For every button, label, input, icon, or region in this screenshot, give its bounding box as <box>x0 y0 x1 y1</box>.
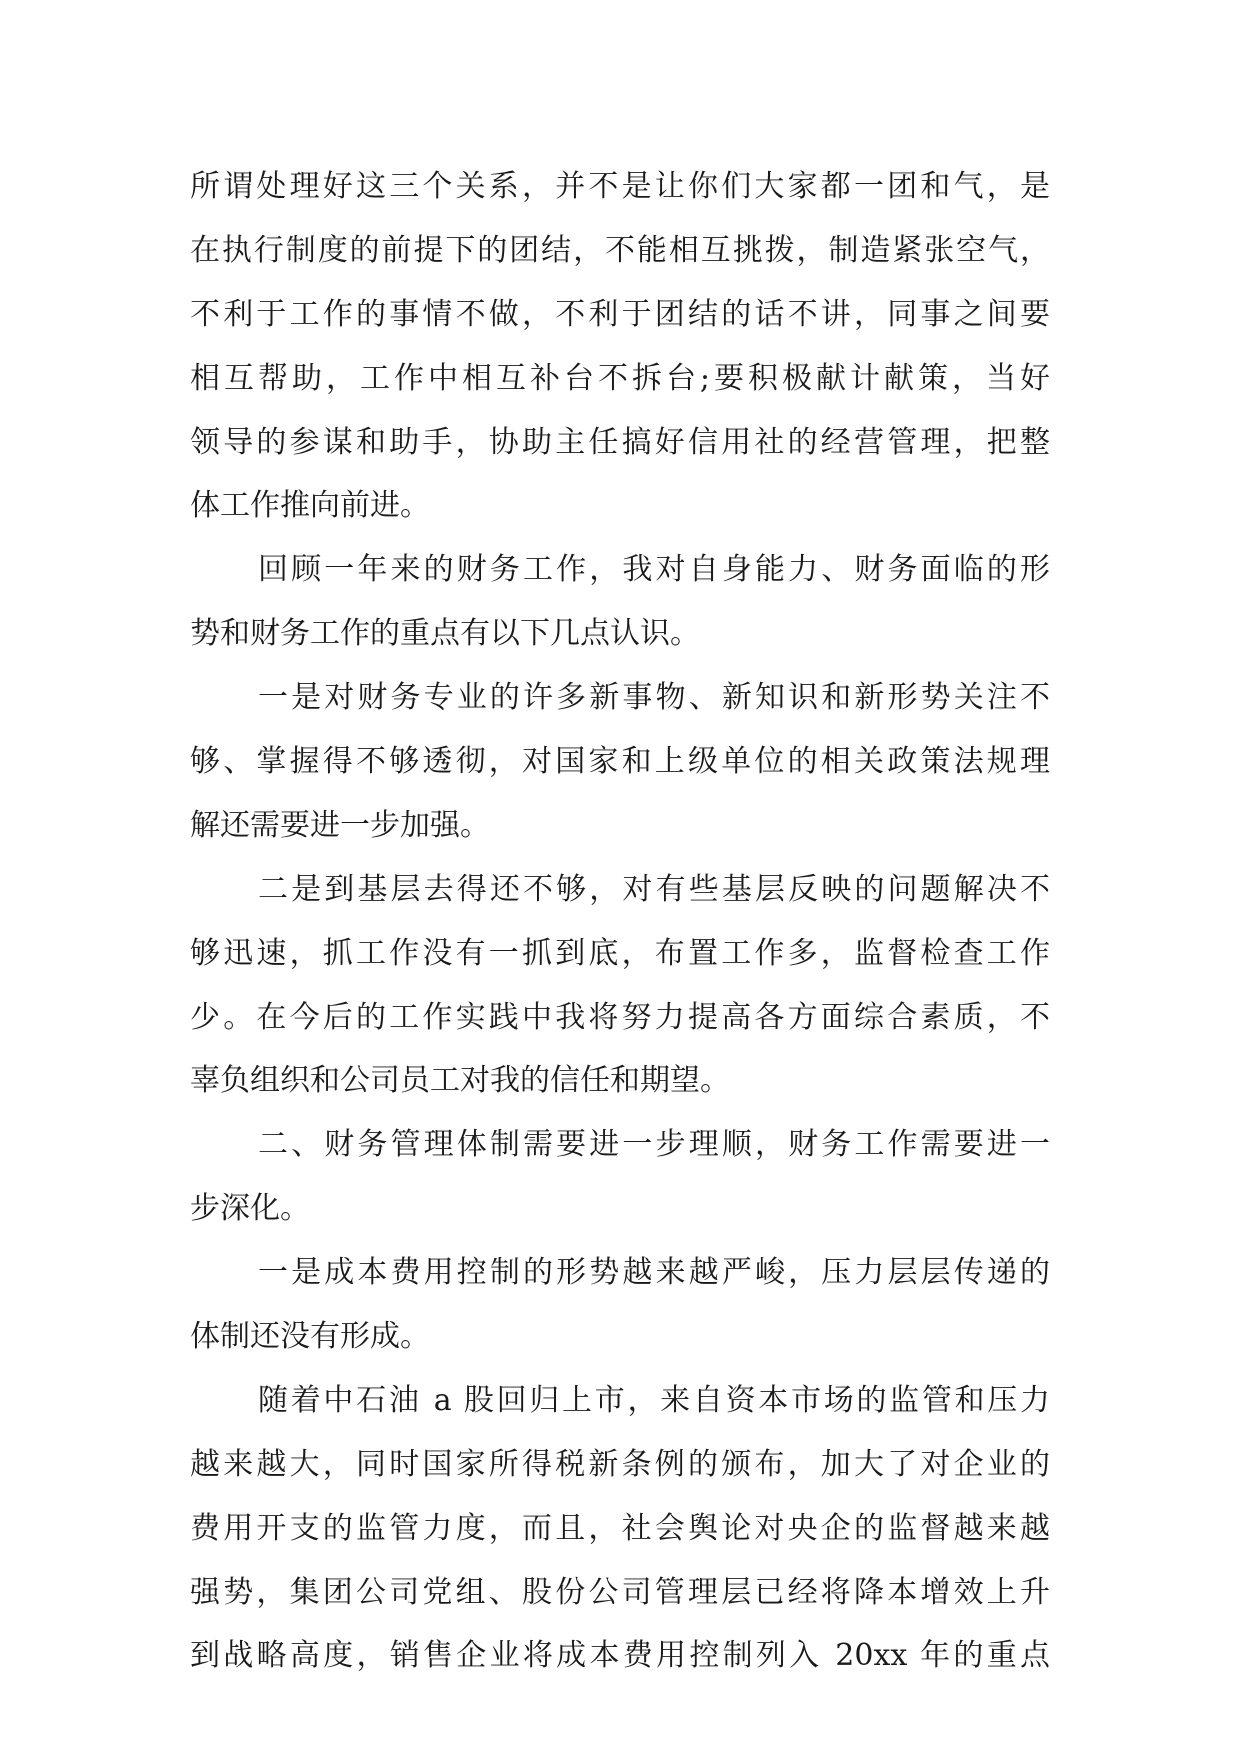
text-line: 在执行制度的前提下的团结，不能相互挑拨，制造紧张空气， <box>190 232 1050 268</box>
text-line: 体制还没有形成。 <box>190 1319 430 1355</box>
text-line: 越来越大，同时国家所得税新条例的颁布，加大了对企业的 <box>190 1446 1050 1482</box>
text-line: 够迅速，抓工作没有一抓到底，布置工作多，监督检查工作 <box>190 935 1050 971</box>
text-line: 解还需要进一步加强。 <box>190 807 490 843</box>
paragraph-first-line: 二、财务管理体制需要进一步理顺，财务工作需要进一 <box>258 1127 1050 1163</box>
text-line: 所谓处理好这三个关系，并不是让你们大家都一团和气，是 <box>190 169 1050 204</box>
paragraph-first-line: 随着中石油 a 股回归上市，来自资本市场的监管和压力 <box>258 1382 1050 1418</box>
text-line: 势和财务工作的重点有以下几点认识。 <box>190 616 700 652</box>
text-line: 相互帮助，工作中相互补台不拆台;要积极献计献策，当好 <box>190 360 1050 396</box>
text-line: 够、掌握得不够透彻，对国家和上级单位的相关政策法规理 <box>190 744 1050 780</box>
paragraph-first-line: 回顾一年来的财务工作，我对自身能力、财务面临的形 <box>258 552 1050 588</box>
text-line: 到战略高度，销售企业将成本费用控制列入 20xx 年的重点 <box>190 1638 1050 1674</box>
text-line: 少。在今后的工作实践中我将努力提高各方面综合素质，不 <box>190 999 1050 1035</box>
text-line: 步深化。 <box>190 1191 310 1227</box>
text-line: 辜负组织和公司员工对我的信任和期望。 <box>190 1063 730 1099</box>
text-line: 体工作推向前进。 <box>190 488 430 524</box>
paragraph-first-line: 一是成本费用控制的形势越来越严峻，压力层层传递的 <box>258 1255 1050 1291</box>
text-line: 费用开支的监管力度，而且，社会舆论对央企的监督越来越 <box>190 1510 1050 1546</box>
paragraph-first-line: 一是对财务专业的许多新事物、新知识和新形势关注不 <box>258 680 1050 716</box>
text-line: 领导的参谋和助手，协助主任搞好信用社的经营管理，把整 <box>190 424 1050 460</box>
document-body <box>190 155 1050 1688</box>
paragraph-first-line: 二是到基层去得还不够，对有些基层反映的问题解决不 <box>258 871 1050 907</box>
text-line: 不利于工作的事情不做，不利于团结的话不讲，同事之间要 <box>190 296 1050 332</box>
text-line: 强势，集团公司党组、股份公司管理层已经将降本增效上升 <box>190 1574 1050 1610</box>
